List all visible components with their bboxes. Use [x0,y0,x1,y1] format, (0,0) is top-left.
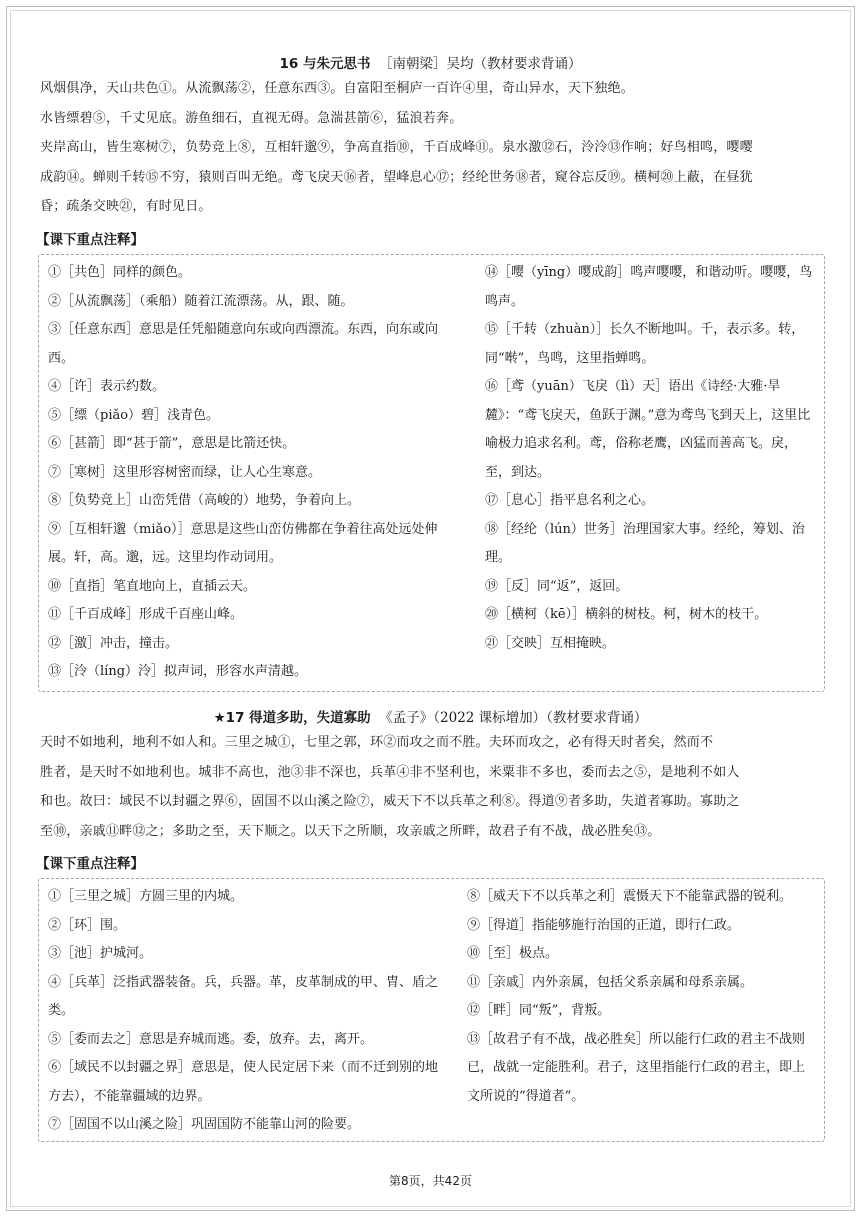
section16-line: 昏；疏条交映㉑，有时见日。 [40,199,212,214]
section16-notes-heading: 【课下重点注释】 [36,232,144,248]
note-item: ⑰［息心］指平息名利之心。 [485,493,655,508]
section17-notes-left [48,883,448,1140]
note-item: ②［环］围。 [48,917,127,933]
section16-meta: ［南朝梁］吴均（教材要求背诵） [379,56,582,72]
note-item: ③［任意东西］意思是任凭船随意向东或向西漂流。东西，向东或向西。 [48,322,439,366]
note-item: ⑱［经纶（lún）世务］治理国家大事。经纶，筹划、治理。 [485,521,805,565]
note-item: ⑩［直指］笔直地向上，直插云天。 [48,578,257,594]
section16-text [40,74,824,222]
note-item: ⑦［寒树］这里形容树密而绿，让人心生寒意。 [48,464,322,480]
note-item: ④［兵革］泛指武器装备。兵，兵器。革，皮革制成的甲、胄、盾之类。 [48,974,439,1018]
note-item: ⑧［威天下不以兵革之利］震慑天下不能靠武器的锐利。 [467,889,793,904]
note-item: ⑥［域民不以封疆之界］意思是，使人民定居下来（而不迁到别的地方去），不能靠疆域的边界。 [48,1060,439,1104]
note-item: ⑲［反］同“返”，返回。 [485,578,629,594]
note-item: ⑬［故君子有不战，战必胜矣］所以能行仁政的君主不战则已，战就一定能胜利。君子，这里指能行仁政的君主，即上文所说的“得道者”。 [467,1031,806,1104]
section17-notes-box [38,878,825,1142]
section17-title [0,706,861,726]
note-item: ①［共色］同样的颜色。 [48,265,192,280]
note-item: ④［许］表示约数。 [48,379,166,394]
note-item: ⑪［千百成峰］形成千百座山峰。 [48,607,244,622]
note-item: ⑥［甚箭］即“甚于箭”，意思是比箭还快。 [48,436,296,451]
note-item: ⑪［亲戚］内外亲属，包括父系亲属和母系亲属。 [467,974,754,990]
note-item: ⑨［得道］指能够施行治国的正道，即行仁政。 [467,917,741,933]
note-item: ①［三里之城］方圆三里的内城。 [48,889,244,904]
note-item: ⑬［泠（líng）泠］拟声词，形容水声清越。 [48,664,308,679]
section17-text [40,728,824,846]
section16-line: 水皆缥碧⑤，千丈见底。游鱼细石，直视无碍。急湍甚箭⑥，猛浪若奔。 [40,110,463,126]
note-item: ⑨［互相轩邈（miǎo）］意思是这些山峦仿佛都在争着往高处远处伸展。轩，高。邈，远。这里均作动词用。 [48,521,438,565]
note-item: ⑤［委而去之］意思是弃城而逃。委，放弃。去，离开。 [48,1031,374,1047]
section16-line: 风烟俱净，天山共色①。从流飘荡②，任意东西③。自富阳至桐庐一百许④里，奇山异水，天下独绝。 [40,81,635,96]
note-item: ㉑［交映］互相掩映。 [485,635,616,651]
section16-title [0,52,861,72]
section17-line: 胜者，是天时不如地利也。城非不高也，池③非不深也，兵革④非不坚利也，米粟非不多也，委而去之⑤，是地利不如人 [40,764,740,780]
note-item: ③［池］护城河。 [48,946,153,961]
section16-notes-box [38,254,825,692]
section17-meta: 《孟子》（2022 课标增加）（教材要求背诵） [379,710,648,726]
section16-title-text: 16 与朱元思书 [279,56,371,72]
page-footer: 第8页，共42页 [389,1174,472,1188]
section17-line: 至⑩，亲戚⑪畔⑫之；多助之至，天下顺之。以天下之所顺，攻亲戚之所畔，故君子有不战，战必胜矣⑬。 [40,823,661,839]
note-item: ⑯［鸢（yuān）飞戾（lì）天］语出《诗经·大雅·旱麓》：“鸢飞戾天，鱼跃于渊。”意为鸢鸟飞到天上，这里比喻极力追求名利。鸢，俗称老鹰，凶猛而善高飞。戾，至，到达。 [485,379,811,480]
section16-notes-left [48,259,448,687]
note-item: ⑫［激］冲击，撞击。 [48,635,179,651]
section16-line: 夹岸高山，皆生寒树⑦，负势竞上⑧，互相轩邈⑨，争高直指⑩，千百成峰⑪。泉水激⑫石，泠泠⑬作响；好鸟相鸣，嘤嘤 [40,140,753,155]
note-item: ⑩［至］极点。 [467,946,559,961]
note-item: ⑧［负势竞上］山峦凭借（高峻的）地势，争着向上。 [48,493,361,508]
note-item: ⑮［千转（zhuàn）］长久不断地叫。千，表示多。转，同“啭”，鸟鸣，这里指蝉鸣。 [485,322,805,366]
note-item: ⑭［嘤（yīng）嘤成韵］鸣声嘤嘤，和谐动听。嘤嘤，鸟鸣声。 [485,265,813,309]
note-item: ⑳［横柯（kē）］横斜的树枝。柯，树木的枝干。 [485,607,768,622]
note-item: ⑦［固国不以山溪之险］巩固国防不能靠山河的险要。 [48,1117,361,1132]
section16-line: 成韵⑭。蝉则千转⑮不穷，猿则百叫无绝。鸢飞戾天⑯者，望峰息心⑰；经纶世务⑱者，窥谷忘反⑲。横柯⑳上蔽，在昼犹 [40,169,753,185]
section17-notes-right [467,883,817,1111]
section17-notes-heading: 【课下重点注释】 [36,856,144,872]
note-item: ⑫［畔］同“叛”，背叛。 [467,1003,611,1018]
section16-notes-right [485,259,815,658]
section17-line: 和也。故曰：域民不以封疆之界⑥，固国不以山溪之险⑦，威天下不以兵革之利⑧。得道⑨者多助，失道者寡助。寡助之 [40,794,740,809]
section17-line: 天时不如地利，地利不如人和。三里之城①，七里之郭，环②而攻之而不胜。夫环而攻之，必有得天时者矣，然而不 [40,735,714,750]
note-item: ⑤［缥（piǎo）碧］浅青色。 [48,407,220,423]
note-item: ②［从流飘荡］（乘船）随着江流漂荡。从，跟、随。 [48,293,354,309]
section17-title-text: ★17 得道多助，失道寡助 [213,710,371,726]
